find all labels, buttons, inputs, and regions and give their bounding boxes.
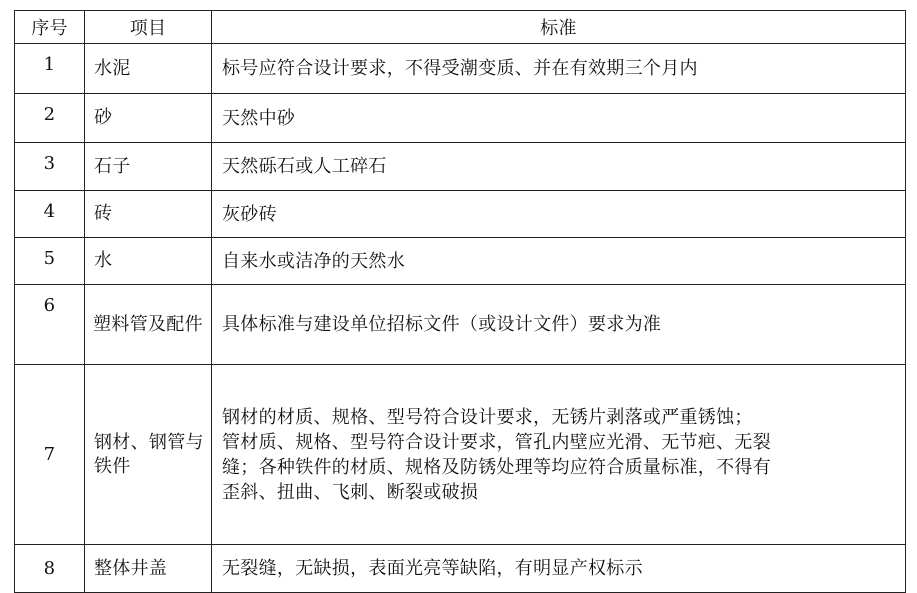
row-number: 7 [15,365,85,545]
row-standard [212,143,906,191]
row-standard [212,545,906,593]
table-row [15,191,906,238]
table-row [15,238,906,285]
table-row [15,143,906,191]
row-item: 石子 [85,143,212,191]
row-standard [212,285,906,365]
row-standard [212,191,906,238]
table-row [15,94,906,143]
row-number: 3 [15,143,85,191]
standard-line: 天然砾石或人工碎石 [222,156,387,177]
row-item: 水 [85,238,212,285]
row-item: 砂 [85,94,212,143]
standard-line: 灰砂砖 [222,203,277,225]
row-number: 2 [15,94,85,143]
row-item: 整体井盖 [85,545,212,593]
row-number: 4 [15,191,85,238]
table-row [15,545,906,593]
row-number: 5 [15,238,85,285]
row-item: 塑料管及配件 [85,285,212,365]
row-standard [212,44,906,94]
row-item: 砖 [85,191,212,238]
standard-line: 钢材的材质、规格、型号符合设计要求，无锈片剥落或严重锈蚀； [222,406,753,428]
standard-line: 管材质、规格、型号符合设计要求，管孔内壁应光滑、无节疤、无裂 [222,431,771,453]
row-standard [212,94,906,143]
materials-standard-table [14,10,906,593]
row-item: 钢材、钢管与铁件 [85,365,212,545]
table-row [15,285,906,365]
standard-line: 歪斜、扭曲、飞刺、断裂或破损 [222,481,479,503]
row-item: 水泥 [85,44,212,94]
header-item: 项目 [85,11,212,44]
row-standard [212,238,906,285]
header-num: 序号 [15,11,85,44]
header-row [15,11,906,44]
table-row [15,365,906,545]
row-standard [212,365,906,545]
table-row [15,44,906,94]
row-number: 8 [15,545,85,593]
standard-line: 无裂缝，无缺损，表面光亮等缺陷，有明显产权标示 [222,558,643,579]
row-number: 1 [15,44,85,94]
standard-line: 标号应符合设计要求，不得受潮变质、并在有效期三个月内 [222,58,698,79]
row-number: 6 [15,285,85,365]
standard-line: 自来水或洁净的天然水 [222,250,405,272]
standard-line: 缝；各种铁件的材质、规格及防锈处理等均应符合质量标准，不得有 [222,456,771,478]
header-standard: 标准 [212,11,906,44]
standard-line: 天然中砂 [222,107,296,129]
standard-line: 具体标准与建设单位招标文件（或设计文件）要求为准 [222,314,662,335]
